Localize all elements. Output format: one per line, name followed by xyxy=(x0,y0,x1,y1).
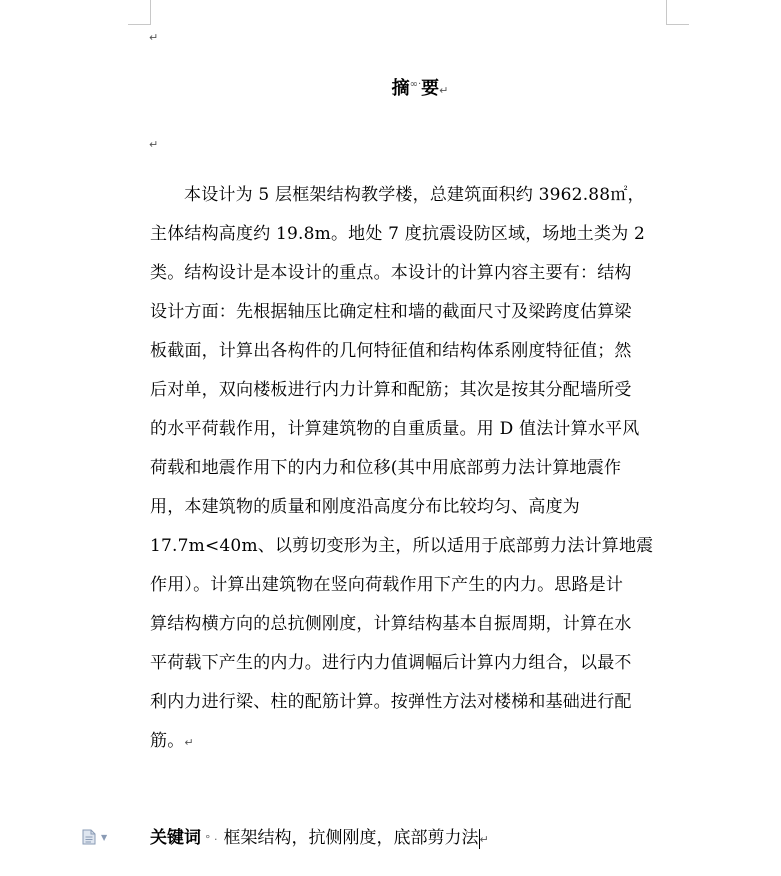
abstract-line: 利内力进行梁、柱的配筋计算。按弹性方法对楼梯和基础进行配 xyxy=(150,692,632,712)
keywords-label: 关键词 xyxy=(150,828,201,848)
title-char-1: 摘 xyxy=(391,78,410,99)
keywords-text: 框架结构，抗侧刚度，底部剪力法 xyxy=(223,828,479,848)
paragraph-mark: ↵ xyxy=(479,833,489,846)
abstract-line: 平荷载下产生的内力。进行内力值调幅后计算内力组合，以最不 xyxy=(150,653,632,673)
dropdown-arrow-icon[interactable]: ▼ xyxy=(101,833,108,842)
abstract-line: 用，本建筑物的质量和刚度沿高度分布比较均匀、高度为 xyxy=(150,497,580,517)
abstract-line: 本设计为 5 层框架结构教学楼，总建筑面积约 3962.88㎡， xyxy=(184,185,645,205)
title-char-2: 要 xyxy=(421,78,440,99)
abstract-line: 后对单，双向楼板进行内力计算和配筋；其次是按其分配墙所受 xyxy=(150,380,632,400)
abstract-title xyxy=(150,72,690,104)
abstract-line: 算结构横方向的总抗侧刚度，计算结构基本自振周期，计算在水 xyxy=(150,614,632,634)
abstract-line: 的水平荷载作用，计算建筑物的自重质量。用 D 值法计算水平风 xyxy=(150,419,640,439)
paragraph-mark: ↵ xyxy=(439,84,449,97)
paragraph-mark: ↵ xyxy=(149,138,159,151)
abstract-line-text: 筋。 xyxy=(150,731,185,751)
paragraph-mark: ↵ xyxy=(149,31,159,44)
abstract-line: 主体结构高度约 19.8m。地处 7 度抗震设防区域，场地土类为 2 xyxy=(150,224,646,244)
abstract-line: 板截面，计算出各构件的几何特征值和结构体系刚度特征值；然 xyxy=(150,341,632,361)
paragraph-mark: ↵ xyxy=(184,736,194,749)
title-gap-symbol: ∞· xyxy=(409,79,422,90)
abstract-line: 设计方面：先根据轴压比确定柱和墙的截面尺寸及梁跨度估算梁 xyxy=(150,302,632,322)
abstract-line: 类。结构设计是本设计的重点。本设计的计算内容主要有：结构 xyxy=(150,263,632,283)
document-icon[interactable] xyxy=(82,829,96,845)
page-corner-mark-top-right xyxy=(666,0,689,25)
abstract-line-last xyxy=(150,722,692,762)
keywords-line[interactable] xyxy=(150,823,489,853)
abstract-line: 荷载和地震作用下的内力和位移(其中用底部剪力法计算地震作 xyxy=(150,458,622,478)
abstract-line: 17.7m<40m、以剪切变形为主，所以适用于底部剪力法计算地震 xyxy=(150,536,654,556)
abstract-body[interactable] xyxy=(150,176,692,762)
page-corner-mark-top-left xyxy=(128,0,151,25)
keywords-separator: ° · xyxy=(205,833,218,846)
abstract-line: 作用）。计算出建筑物在竖向荷载作用下产生的内力。思路是计 xyxy=(150,575,624,595)
